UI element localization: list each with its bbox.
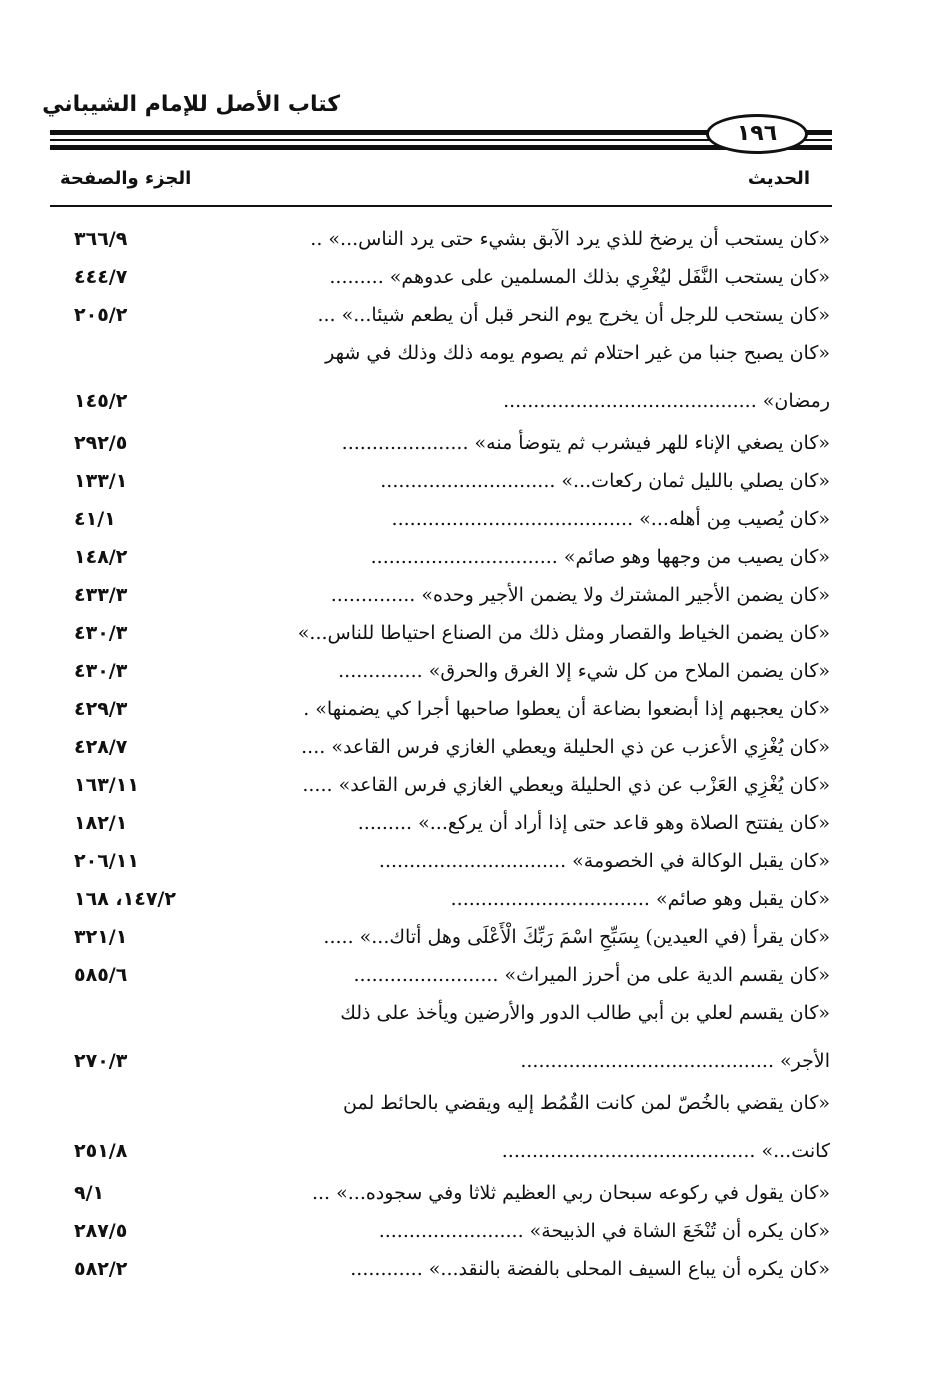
entry-text: «كان يُغْزِي الأعزب عن ذي الحليلة ويعطي الغازي فرس القاعد» .... <box>301 736 830 758</box>
entry-reference: ٤١/١ <box>74 508 116 530</box>
entry-reference: ٤٣٠/٣ <box>74 622 128 644</box>
index-entry <box>50 258 830 296</box>
entry-reference: ٢٧٠/٣ <box>74 1050 128 1072</box>
entry-text: «كان يقضي بالخُصّ لمن كانت القُمُط إليه ويقضي بالحائط لمن <box>343 1092 830 1114</box>
index-entry <box>50 500 830 538</box>
entry-text: «كان يعجبهم إذا أبضعوا بضاعة أن يعطوا صاحبها أجرا كي يضمنها» . <box>303 698 830 720</box>
entry-text: «كان يصيب من وجهها وهو صائم» ............................... <box>370 546 830 568</box>
index-entry <box>50 956 830 994</box>
index-entry <box>50 296 830 334</box>
entry-reference: ٢٠٦/١١ <box>74 850 139 872</box>
entry-reference: ٥٨٥/٦ <box>74 964 128 986</box>
entry-reference: ١٦٣/١١ <box>74 774 139 796</box>
column-header-volume-page: الجزء والصفحة <box>60 168 192 189</box>
page-number: ١٩٦ <box>706 114 808 154</box>
entry-reference: ٥٨٢/٢ <box>74 1258 128 1280</box>
entry-reference: ٢٩٢/٥ <box>74 432 128 454</box>
entry-reference: ٤٢٩/٣ <box>74 698 128 720</box>
entry-reference: ٣٢١/١ <box>74 926 128 948</box>
entry-text-continuation: رمضان» .......................................... <box>503 390 830 412</box>
entry-text: «كان يفتتح الصلاة وهو قاعد حتى إذا أراد أن يركع...» ......... <box>357 812 830 834</box>
entry-text: «كان يقول في ركوعه سبحان ربي العظيم ثلاثا وفي سجوده...» ... <box>311 1182 830 1204</box>
entry-reference: ١٣٣/١ <box>74 470 128 492</box>
entry-text: «كان يصغي الإناء للهر فيشرب ثم يتوضأ منه» ..................... <box>341 432 830 454</box>
index-entry <box>50 1174 830 1212</box>
entry-text: «كان يستحب للرجل أن يخرج يوم النحر قبل أن يطعم شيئا...» ... <box>317 304 830 326</box>
index-entry <box>50 614 830 652</box>
entry-reference: ٤٢٨/٧ <box>74 736 128 758</box>
entry-reference: ٣٦٦/٩ <box>74 228 128 250</box>
entry-text: «كان يقبل وهو صائم» ................................. <box>450 888 830 910</box>
index-entry <box>50 576 830 614</box>
entry-text: «كان يصلي بالليل ثمان ركعات...» ............................. <box>380 470 830 492</box>
entry-text: «كان يكره أن تُنْخَعَ الشاة في الذبيحة» ........................ <box>378 1220 830 1242</box>
index-entry <box>50 918 830 956</box>
entry-text: «كان يقسم لعلي بن أبي طالب الدور والأرضين ويأخذ على ذلك <box>340 1002 830 1024</box>
index-entry <box>50 690 830 728</box>
entry-text-continuation: كانت...» .......................................... <box>501 1140 830 1162</box>
entry-reference: ١٤٥/٢ <box>74 390 128 412</box>
entry-reference: ٤٣٣/٣ <box>74 584 128 606</box>
entry-reference: ١٤٧/٢، ١٦٨ <box>74 888 176 910</box>
entry-text: «كان يكره أن يباع السيف المحلى بالفضة بالنقد...» ............ <box>350 1258 830 1280</box>
index-entry <box>50 880 830 918</box>
running-header-title: كتاب الأصل للإمام الشيباني <box>42 92 340 117</box>
entry-text: «كان يضمن الخياط والقصار ومثل ذلك من الصناع احتياطا للناس...» <box>297 622 830 644</box>
index-entry <box>50 220 830 258</box>
entry-text: «كان يقبل الوكالة في الخصومة» ............................... <box>378 850 830 872</box>
entry-text: «كان يقرأ (في العيدين) بِسَبِّحِ اسْمَ رَبِّكَ الْأَعْلَى وهل أتاك...» ..... <box>323 926 830 948</box>
entry-text: «كان يستحب النَّفَل ليُغْرِي بذلك المسلمين على عدوهم» ......... <box>329 266 830 288</box>
index-entry <box>50 766 830 804</box>
header-rule-bottom <box>50 145 832 150</box>
index-entry <box>50 728 830 766</box>
entry-text: «كان يضمن الملاح من كل شيء إلا الغرق والحرق» .............. <box>338 660 830 682</box>
index-entry <box>50 994 830 1084</box>
index-entry <box>50 424 830 462</box>
column-header-hadith: الحديث <box>747 168 810 189</box>
entry-text: «كان يُصيب مِن أهله...» ........................................ <box>391 508 830 530</box>
index-entry <box>50 462 830 500</box>
entry-reference: ٤٤٤/٧ <box>74 266 128 288</box>
entry-reference: ٢٥١/٨ <box>74 1140 128 1162</box>
entry-text: «كان يصبح جنبا من غير احتلام ثم يصوم يومه ذلك وذلك في شهر <box>325 342 830 364</box>
entry-reference: ٢٨٧/٥ <box>74 1220 128 1242</box>
index-entry <box>50 1212 830 1250</box>
entry-reference: ١٨٢/١ <box>74 812 128 834</box>
entry-reference: ٤٣٠/٣ <box>74 660 128 682</box>
index-entry <box>50 1250 830 1288</box>
entry-text: «كان يستحب أن يرضخ للذي يرد الآبق بشيء حتى يرد الناس...» .. <box>310 228 830 250</box>
entry-text: «كان يقسم الدية على من أحرز الميراث» ........................ <box>353 964 830 986</box>
index-entry <box>50 804 830 842</box>
index-entry <box>50 538 830 576</box>
entry-text: «كان يُغْزِي العَزْب عن ذي الحليلة ويعطي الغازي فرس القاعد» ..... <box>302 774 830 796</box>
entry-reference: ١٤٨/٢ <box>74 546 128 568</box>
index-entry <box>50 1084 830 1174</box>
entry-reference: ٢٠٥/٢ <box>74 304 128 326</box>
index-entry <box>50 334 830 424</box>
entry-text-continuation: الأجر» .......................................... <box>520 1050 830 1072</box>
column-header-rule <box>50 205 832 207</box>
index-entry <box>50 652 830 690</box>
entry-reference: ٩/١ <box>74 1182 105 1204</box>
index-entry <box>50 842 830 880</box>
hadith-index-list <box>50 220 830 1288</box>
entry-text: «كان يضمن الأجير المشترك ولا يضمن الأجير وحده» .............. <box>330 584 830 606</box>
